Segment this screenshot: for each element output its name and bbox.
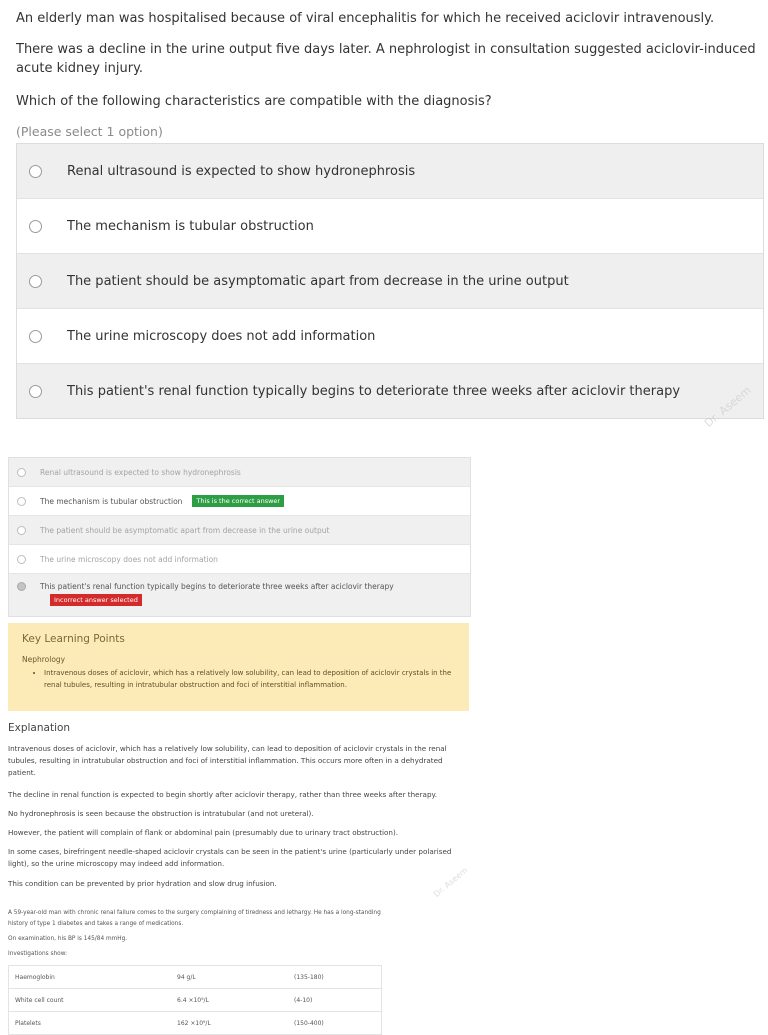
explanation-paragraph: However, the patient will complain of flank or abdominal pain (presumably due to urinary tract obstruction). bbox=[8, 828, 399, 837]
question-line-1: An elderly man was hospitalised because of viral encephalitis for which he received aciclovir intravenously. bbox=[16, 11, 715, 26]
key-learning-list bbox=[22, 667, 455, 691]
radio-icon bbox=[17, 497, 26, 506]
investigations-label: Investigations show: bbox=[8, 951, 68, 957]
option-label: The urine microscopy does not add information bbox=[67, 328, 376, 344]
option-label: Renal ultrasound is expected to show hydronephrosis bbox=[67, 163, 416, 179]
explanation-title: Explanation bbox=[8, 722, 71, 734]
option-4[interactable] bbox=[17, 309, 763, 364]
review-option-1 bbox=[9, 458, 470, 487]
answer-review-list bbox=[8, 457, 471, 617]
table-cell: 6.4 ×10⁹/L bbox=[171, 989, 288, 1012]
radio-icon bbox=[17, 555, 26, 564]
table-cell: White cell count bbox=[9, 989, 172, 1012]
table-cell: 162 ×10⁹/L bbox=[171, 1012, 288, 1035]
select-instruction: (Please select 1 option) bbox=[16, 124, 163, 139]
option-label: The patient should be asymptomatic apart from decrease in the urine output bbox=[67, 273, 569, 289]
table-row bbox=[9, 989, 382, 1012]
table-cell: (150-400) bbox=[288, 1012, 382, 1035]
radio-icon[interactable] bbox=[29, 220, 42, 233]
explanation-paragraph: No hydronephrosis is seen because the obstruction is intratubular (and not ureteral). bbox=[8, 809, 314, 818]
table-row bbox=[9, 1012, 382, 1035]
review-option-3 bbox=[9, 516, 470, 545]
key-learning-subject: Nephrology bbox=[22, 655, 66, 664]
review-option-4 bbox=[9, 545, 470, 574]
review-option-label: The patient should be asymptomatic apart from decrease in the urine output bbox=[40, 525, 330, 535]
option-3[interactable] bbox=[17, 254, 763, 309]
table-row bbox=[9, 966, 382, 989]
review-option-5 bbox=[9, 574, 470, 616]
table-cell: (135-180) bbox=[288, 966, 382, 989]
explanation-paragraph: In some cases, birefringent needle-shaped aciclovir crystals can be seen in the patient's urine (particularly under polarised light), so the urine microscopy may indeed add information. bbox=[8, 847, 452, 868]
review-option-label: The mechanism is tubular obstruction bbox=[40, 496, 183, 506]
review-option-label: The urine microscopy does not add information bbox=[40, 554, 218, 564]
review-option-2 bbox=[9, 487, 470, 516]
key-learning-point: • Intravenous doses of aciclovir, which has a relatively low solubility, can lead to deposition of aciclovir crystals in the renal tubules, resulting in intratubular obstruction and foci of interstitial inflammation. bbox=[44, 667, 455, 691]
radio-icon[interactable] bbox=[29, 165, 42, 178]
table-cell: 94 g/L bbox=[171, 966, 288, 989]
option-5[interactable] bbox=[17, 364, 763, 418]
option-2[interactable] bbox=[17, 199, 763, 254]
correct-answer-badge: This is the correct answer bbox=[192, 495, 284, 507]
case-intro: A 59-year-old man with chronic renal failure comes to the surgery complaining of tiredness and lethargy. He has a long-standing history of type 1 diabetes and takes a range of medications. bbox=[8, 910, 381, 927]
radio-icon bbox=[17, 526, 26, 535]
radio-icon bbox=[17, 468, 26, 477]
selected-radio-icon bbox=[17, 582, 26, 591]
table-cell: (4-10) bbox=[288, 989, 382, 1012]
key-learning-title: Key Learning Points bbox=[22, 633, 125, 645]
radio-icon[interactable] bbox=[29, 330, 42, 343]
watermark: Dr. Aseem bbox=[702, 383, 754, 430]
question-line-2: There was a decline in the urine output five days later. A nephrologist in consultation suggested aciclovir-induced acute kidney injury. bbox=[16, 42, 756, 76]
key-learning-points bbox=[8, 623, 469, 711]
radio-icon[interactable] bbox=[29, 385, 42, 398]
review-option-label: Renal ultrasound is expected to show hydronephrosis bbox=[40, 467, 241, 477]
options-list bbox=[16, 143, 764, 419]
table-cell: Platelets bbox=[9, 1012, 172, 1035]
watermark: Dr. Aseem bbox=[432, 865, 470, 899]
investigations-table bbox=[8, 965, 382, 1035]
case-exam: On examination, his BP is 145/84 mmHg. bbox=[8, 936, 128, 942]
review-option-label: This patient's renal function typically begins to deteriorate three weeks after aciclovir therapy bbox=[40, 582, 394, 591]
table-cell: Haemoglobin bbox=[9, 966, 172, 989]
explanation-paragraph: Intravenous doses of aciclovir, which has a relatively low solubility, can lead to deposition of aciclovir crystals in the renal tubules, resulting in intratubular obstruction and foci of interstitial inflammation. This occurs more often in a dehydrated patient. bbox=[8, 744, 447, 777]
incorrect-answer-badge: Incorrect answer selected bbox=[50, 594, 142, 606]
explanation-paragraph: The decline in renal function is expected to begin shortly after aciclovir therapy, rather than three weeks after therapy. bbox=[8, 790, 438, 799]
question-prompt: Which of the following characteristics are compatible with the diagnosis? bbox=[16, 94, 492, 109]
explanation-paragraph: This condition can be prevented by prior hydration and slow drug infusion. bbox=[8, 879, 277, 888]
option-1[interactable] bbox=[17, 144, 763, 199]
option-label: This patient's renal function typically begins to deteriorate three weeks after aciclovir therapy bbox=[67, 383, 681, 399]
option-label: The mechanism is tubular obstruction bbox=[67, 218, 314, 234]
radio-icon[interactable] bbox=[29, 275, 42, 288]
